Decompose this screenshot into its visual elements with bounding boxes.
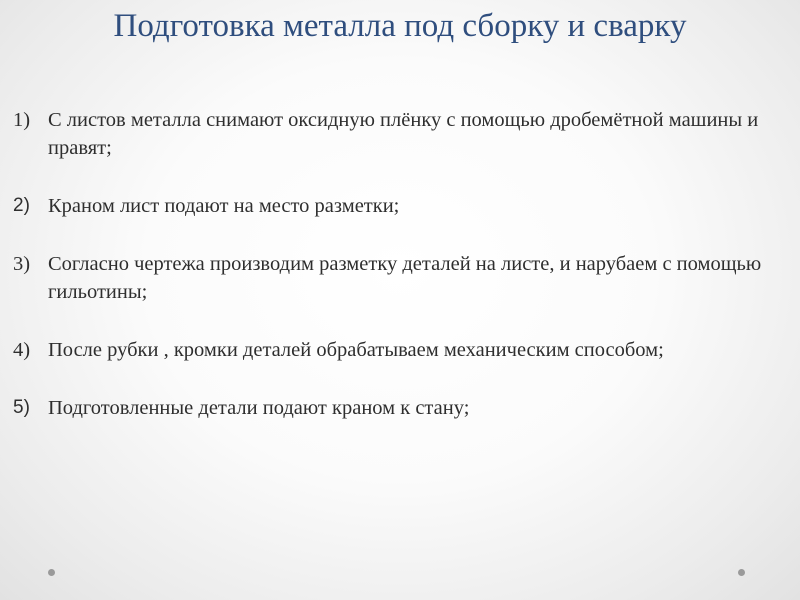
list-item	[13, 336, 773, 364]
decorative-dot-left	[48, 569, 55, 576]
slide-title: Подготовка металла под сборку и сварку	[113, 8, 687, 44]
list-item-number: 4)	[13, 339, 31, 361]
list-item	[13, 192, 773, 220]
steps-list	[13, 106, 773, 452]
list-item-text: После рубки , кромки деталей обрабатываем механическим способом;	[48, 339, 664, 361]
list-item-number: 2)	[13, 195, 30, 216]
list-item-text: Краном лист подают на место разметки;	[48, 195, 400, 217]
list-item	[13, 394, 773, 422]
list-item-number: 1)	[13, 109, 31, 131]
list-item	[13, 106, 773, 162]
list-item-number: 3)	[13, 253, 31, 275]
decorative-dot-right	[738, 569, 745, 576]
list-item-text: С листов металла снимают оксидную плёнку с помощью дробемётной машины и правят;	[48, 109, 759, 159]
list-item-text: Подготовленные детали подают краном к стану;	[48, 397, 470, 419]
list-item-text: Согласно чертежа производим разметку деталей на листе, и нарубаем с помощью гильотины;	[48, 253, 762, 303]
list-item	[13, 250, 773, 306]
list-item-number: 5)	[13, 397, 30, 418]
